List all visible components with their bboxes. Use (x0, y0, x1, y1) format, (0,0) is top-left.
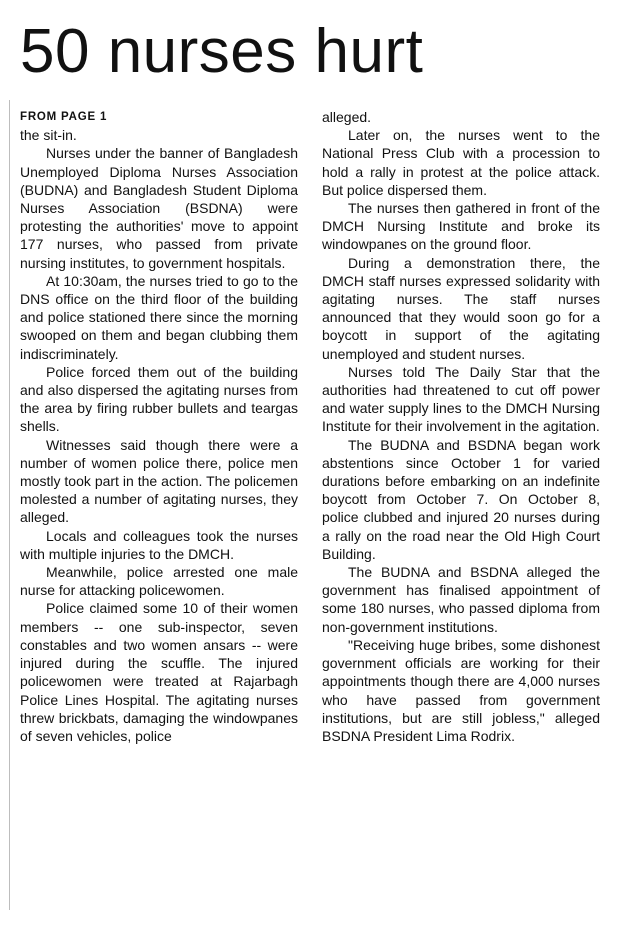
paragraph: The BUDNA and BSDNA began work abstentions since October 1 for varied durations before embarking on an indefinite boycott from October 7. On October 8, police clubbed and injured 20 nurses during a rally on the road near the Old High Court Building. (322, 436, 600, 562)
article-column-2 (322, 108, 600, 745)
headline: 50 nurses hurt (20, 17, 424, 86)
paragraph: Witnesses said though there were a number of women police there, police men mostly took part in the action. The policemen molested a number of agitating nurses, they alleged. (20, 436, 298, 526)
paragraph: Later on, the nurses went to the National Press Club with a procession to hold a rally in protest at the police attack. But police dispersed them. (322, 127, 600, 198)
paragraph: The BUDNA and BSDNA alleged the government has finalised appointment of some 180 nurses, who passed diploma from non-government institutions. (322, 564, 600, 635)
paragraph: During a demonstration there, the DMCH staff nurses expressed solidarity with agitating nurses. The staff nurses announced that they would soon go for a boycott in support of the agitating unemployed and student nurses. (322, 254, 600, 362)
jump-line: FROM PAGE 1 (20, 111, 108, 123)
paragraph: The nurses then gathered in front of the DMCH Nursing Institute and broke its windowpanes on the ground floor. (322, 200, 600, 253)
left-margin-rule (9, 100, 10, 910)
paragraph: Locals and colleagues took the nurses with multiple injuries to the DMCH. (20, 527, 298, 562)
paragraph: At 10:30am, the nurses tried to go to the DNS office on the third floor of the building and police stationed there since the morning swooped on them and began clubbing them indiscriminately. (20, 272, 298, 362)
article-column-1 (20, 108, 298, 745)
paragraph: Meanwhile, police arrested one male nurse for attacking policewomen. (20, 564, 298, 599)
paragraph: alleged. (322, 109, 372, 125)
paragraph: Police forced them out of the building and also dispersed the agitating nurses from the area by firing rubber bullets and teargas shells. (20, 363, 298, 435)
paragraph: Nurses under the banner of Bangladesh Unemployed Diploma Nurses Association (BUDNA) and Bangladesh Student Diploma Nurses Association (BSDNA) were protesting the authorities' move to appoint 177 nurses, who passed from private nursing institutes, to government hospitals. (20, 145, 298, 271)
paragraph: the sit-in. (20, 127, 77, 144)
paragraph: "Receiving huge bribes, some dishonest government officials are working for their appointments though there are 4,000 nurses who have passed from government institutions, but are still jobless," alleged BSDNA President Lima Rodrix. (322, 636, 600, 744)
paragraph: Police claimed some 10 of their women members -- one sub-inspector, seven constables and two women ansars -- were injured during the scuffle. The injured policewomen were treated at Rajarbagh Police Lines Hospital. The agitating nurses threw brickbats, damaging the windowpanes of seven vehicles, police (20, 600, 298, 744)
paragraph: Nurses told The Daily Star that the authorities had threatened to cut off power and water supply lines to the DMCH Nursing Institute for their involvement in the agitation. (322, 363, 600, 435)
